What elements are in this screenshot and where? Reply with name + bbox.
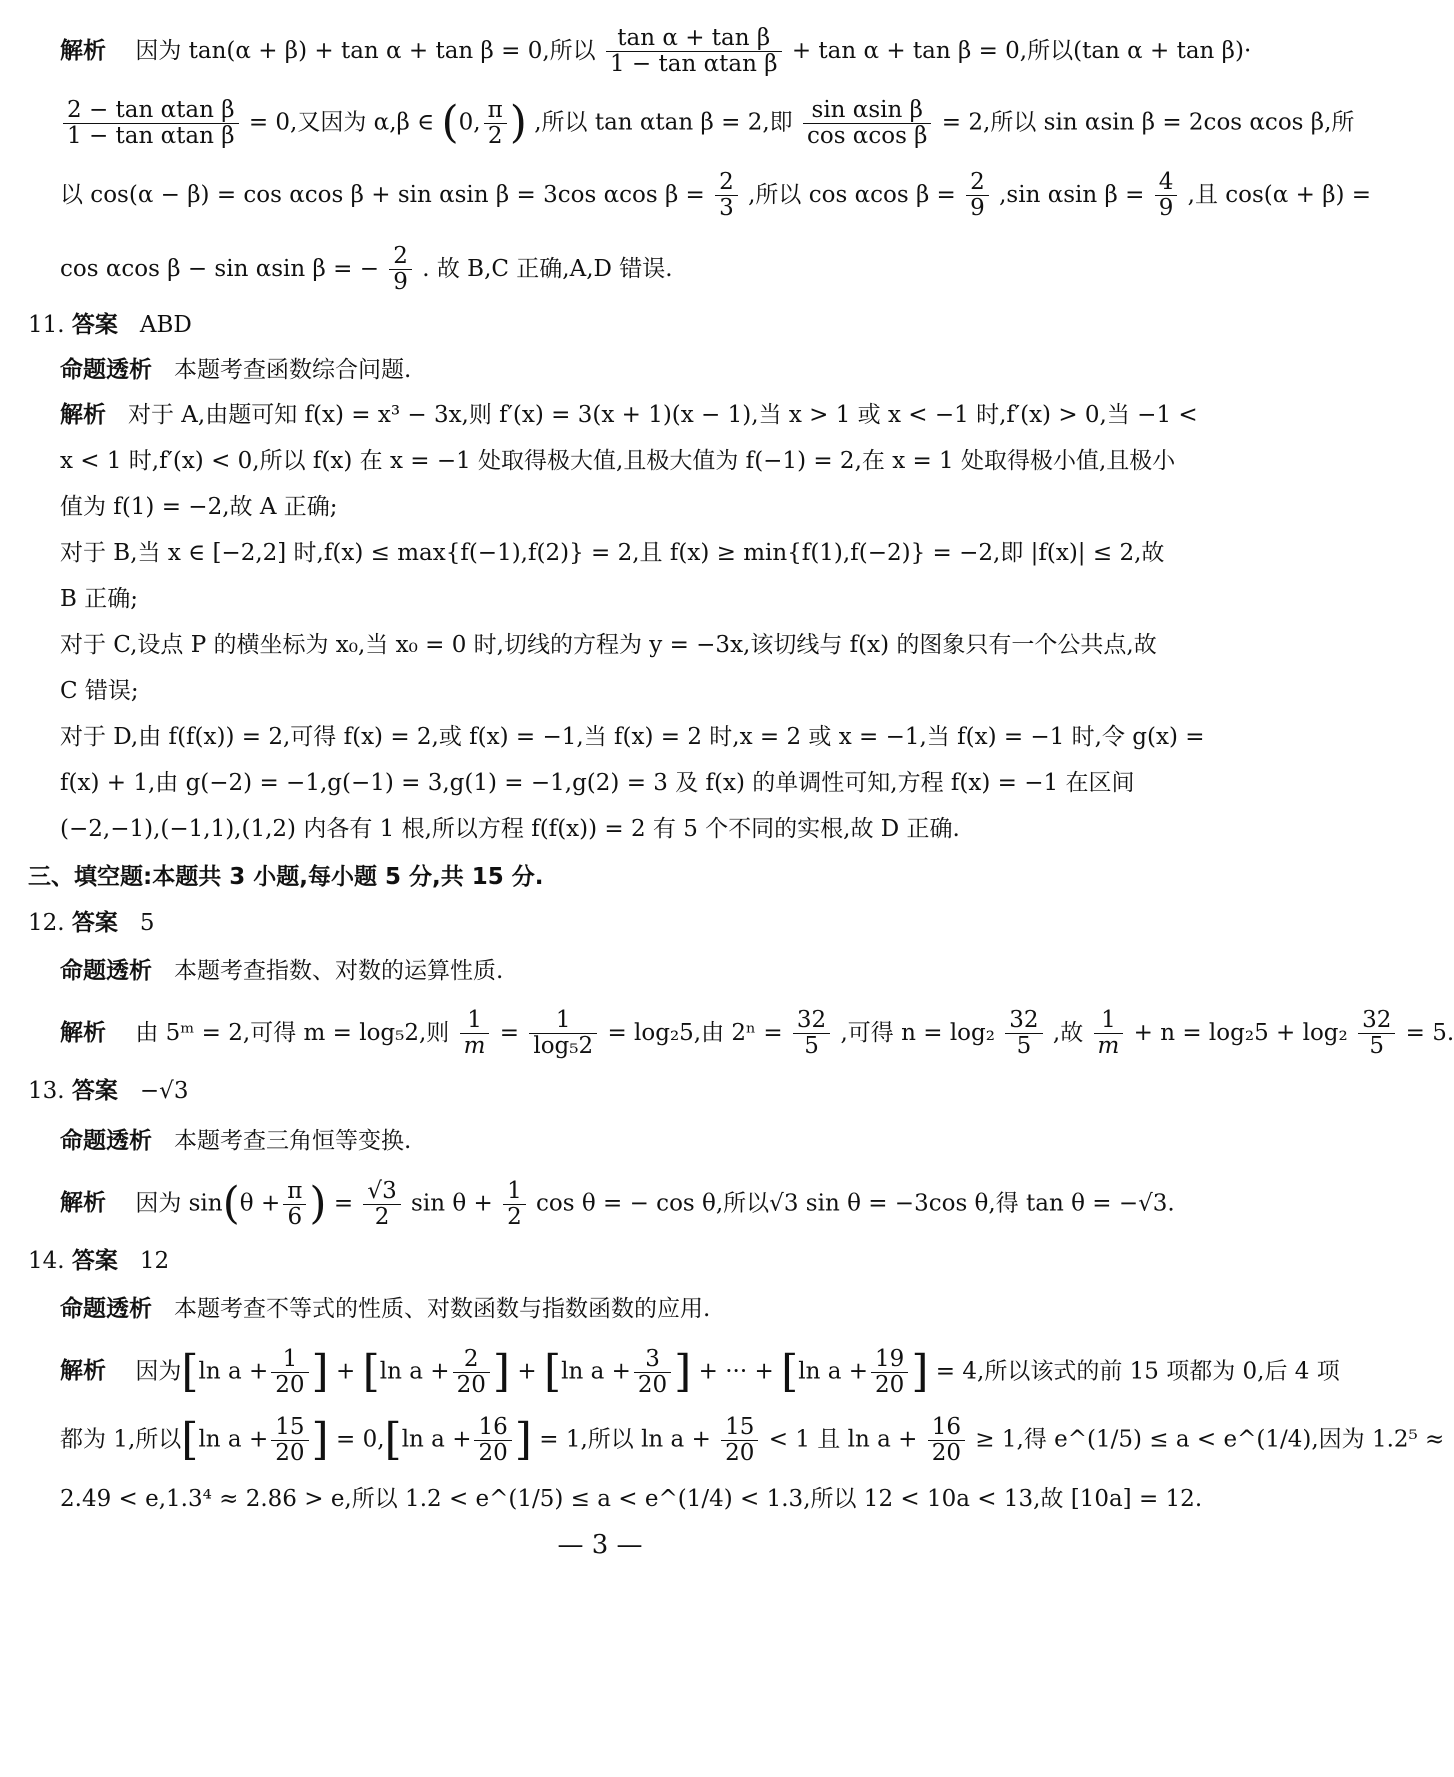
q12-intent: 命题透析 本题考查指数、对数的运算性质. bbox=[60, 958, 504, 984]
q13-intent: 命题透析 本题考查三角恒等变换. bbox=[60, 1128, 412, 1154]
q11-analysis-5: B 正确; bbox=[60, 586, 138, 612]
q14-analysis-1: 解析 因为[ln a + $\frac{1}{20}$ ] + [ln a + $\frac{2}{20}$ ] + [ln a + $\frac{3}{20}$ ] + ··· + [ln a + $\frac{19}{20}$ ] = 4,所以该式的前 15 项都为 0,后 4 项 bbox=[60, 1345, 1340, 1398]
q11-analysis-8: 对于 D,由 f(f(x)) = 2,可得 f(x) = 2,或 f(x) = −1,当 f(x) = 2 时,x = 2 或 x = −1,当 f(x) = −1 时,令 g(x) = bbox=[60, 724, 1205, 750]
fraction: $\frac{\text{tan α + tan β}}{\text{1 − tan αtan β}}$ bbox=[606, 26, 782, 78]
q10-line-4: cos αcos β − sin αsin β = − $\frac{2}{9}$ . 故 B,C 正确,A,D 错误. bbox=[60, 243, 673, 296]
q14-answer: 14. 答案 12 bbox=[28, 1248, 170, 1274]
q10-line-2: $\frac{\text{2 − tan αtan β}}{\text{1 − tan αtan β}}$ = 0,又因为 α,β ∈ (0, $\frac{\pi}{2}$ ) ,所以 tan αtan β = 2,即 $\frac{\text{sin αsin β}}{\text{cos αcos β}}$ = 2,所以 sin αsin β = 2cos αcos β,所 bbox=[60, 97, 1166, 150]
fraction: $\frac{\text{2 − tan αtan β}}{\text{1 − tan αtan β}}$ bbox=[63, 98, 239, 150]
q14-analysis-2: 都为 1,所以[ln a + $\frac{15}{20}$ ] = 0,[ln a + $\frac{16}{20}$ ] = 1,所以 ln a + $\frac{15}{20}$ < 1 且 ln a + $\frac{16}{20}$ ≥ 1,得 e^(1/5) ≤ a < e^(1/4),因为 1.2⁵ ≈ bbox=[60, 1413, 1445, 1466]
q11-analysis-10: (−2,−1),(−1,1),(1,2) 内各有 1 根,所以方程 f(f(x)) = 2 有 5 个不同的实根,故 D 正确. bbox=[60, 816, 960, 842]
q13-analysis: 解析 因为 sin(θ + $\frac{\pi}{6}$ ) = $\frac{√3}{2}$ sin θ + $\frac{1}{2}$ cos θ = − cos θ,所以√3 sin θ = −3cos θ,得 tan θ = −√3. bbox=[60, 1177, 1175, 1230]
q11-analysis-6: 对于 C,设点 P 的横坐标为 x₀,当 x₀ = 0 时,切线的方程为 y = −3x,该切线与 f(x) 的图象只有一个公共点,故 bbox=[60, 632, 1157, 658]
q12-answer: 12. 答案 5 bbox=[28, 910, 155, 936]
q14-analysis-3: 2.49 < e,1.3⁴ ≈ 2.86 > e,所以 1.2 < e^(1/5) ≤ a < e^(1/4) < 1.3,所以 12 < 10a < 13,故 [10a] = 12. bbox=[60, 1486, 1203, 1512]
q11-answer: 11. 答案 ABD bbox=[28, 312, 192, 338]
q11-analysis-2: x < 1 时,f′(x) < 0,所以 f(x) 在 x = −1 处取得极大值,且极大值为 f(−1) = 2,在 x = 1 处取得极小值,且极小 bbox=[60, 448, 1176, 474]
q12-analysis: 解析 由 5ᵐ = 2,可得 m = log₅2,则 $\frac{1}{m}$ = $\frac{1}{\text{log₅2}}$ = log₂5,由 2ⁿ = $\frac{32}{5}$ ,可得 n = log₂ $\frac{32}{5}$ ,故 $\frac{1}{m}$ + n = log₂5 + log₂ $\frac{32}{5}$ = 5. bbox=[60, 1007, 1454, 1060]
section-heading: 三、填空题:本题共 3 小题,每小题 5 分,共 15 分. bbox=[28, 864, 544, 890]
q11-analysis-9: f(x) + 1,由 g(−2) = −1,g(−1) = 3,g(1) = −1,g(2) = 3 及 f(x) 的单调性可知,方程 f(x) = −1 在区间 bbox=[60, 770, 1135, 796]
q14-intent: 命题透析 本题考查不等式的性质、对数函数与指数函数的应用. bbox=[60, 1296, 711, 1322]
q10-line-3: 以 cos(α − β) = cos αcos β + sin αsin β = 3cos αcos β = $\frac{2}{3}$ ,所以 cos αcos β = $\frac{2}{9}$ ,sin αsin β = $\frac{4}{9}$ ,且 cos(α + β) = bbox=[60, 169, 1372, 222]
q11-intent: 命题透析 本题考查函数综合问题. bbox=[60, 357, 412, 383]
page-number: — 3 — bbox=[557, 1530, 643, 1560]
fraction: $\frac{\text{sin αsin β}}{\text{cos αcos β}}$ bbox=[803, 98, 932, 150]
q11-analysis-7: C 错误; bbox=[60, 678, 139, 704]
q11-analysis-1: 解析 对于 A,由题可知 f(x) = x³ − 3x,则 f′(x) = 3(x + 1)(x − 1),当 x > 1 或 x < −1 时,f′(x) > 0,当 −1 < bbox=[60, 402, 1198, 428]
q10-line-1: 解析 因为 tan(α + β) + tan α + tan β = 0,所以 $\frac{\text{tan α + tan β}}{\text{1 − tan αtan β}}$ + tan α + tan β = 0,所以(tan α + tan β)· bbox=[60, 25, 1252, 78]
q11-analysis-3: 值为 f(1) = −2,故 A 正确; bbox=[60, 494, 338, 520]
q11-analysis-4: 对于 B,当 x ∈ [−2,2] 时,f(x) ≤ max{f(−1),f(2)} = 2,且 f(x) ≥ min{f(1),f(−2)} = −2,即 |f(x)| ≤ 2,故 bbox=[60, 540, 1165, 566]
q13-answer: 13. 答案 −√3 bbox=[28, 1078, 189, 1104]
